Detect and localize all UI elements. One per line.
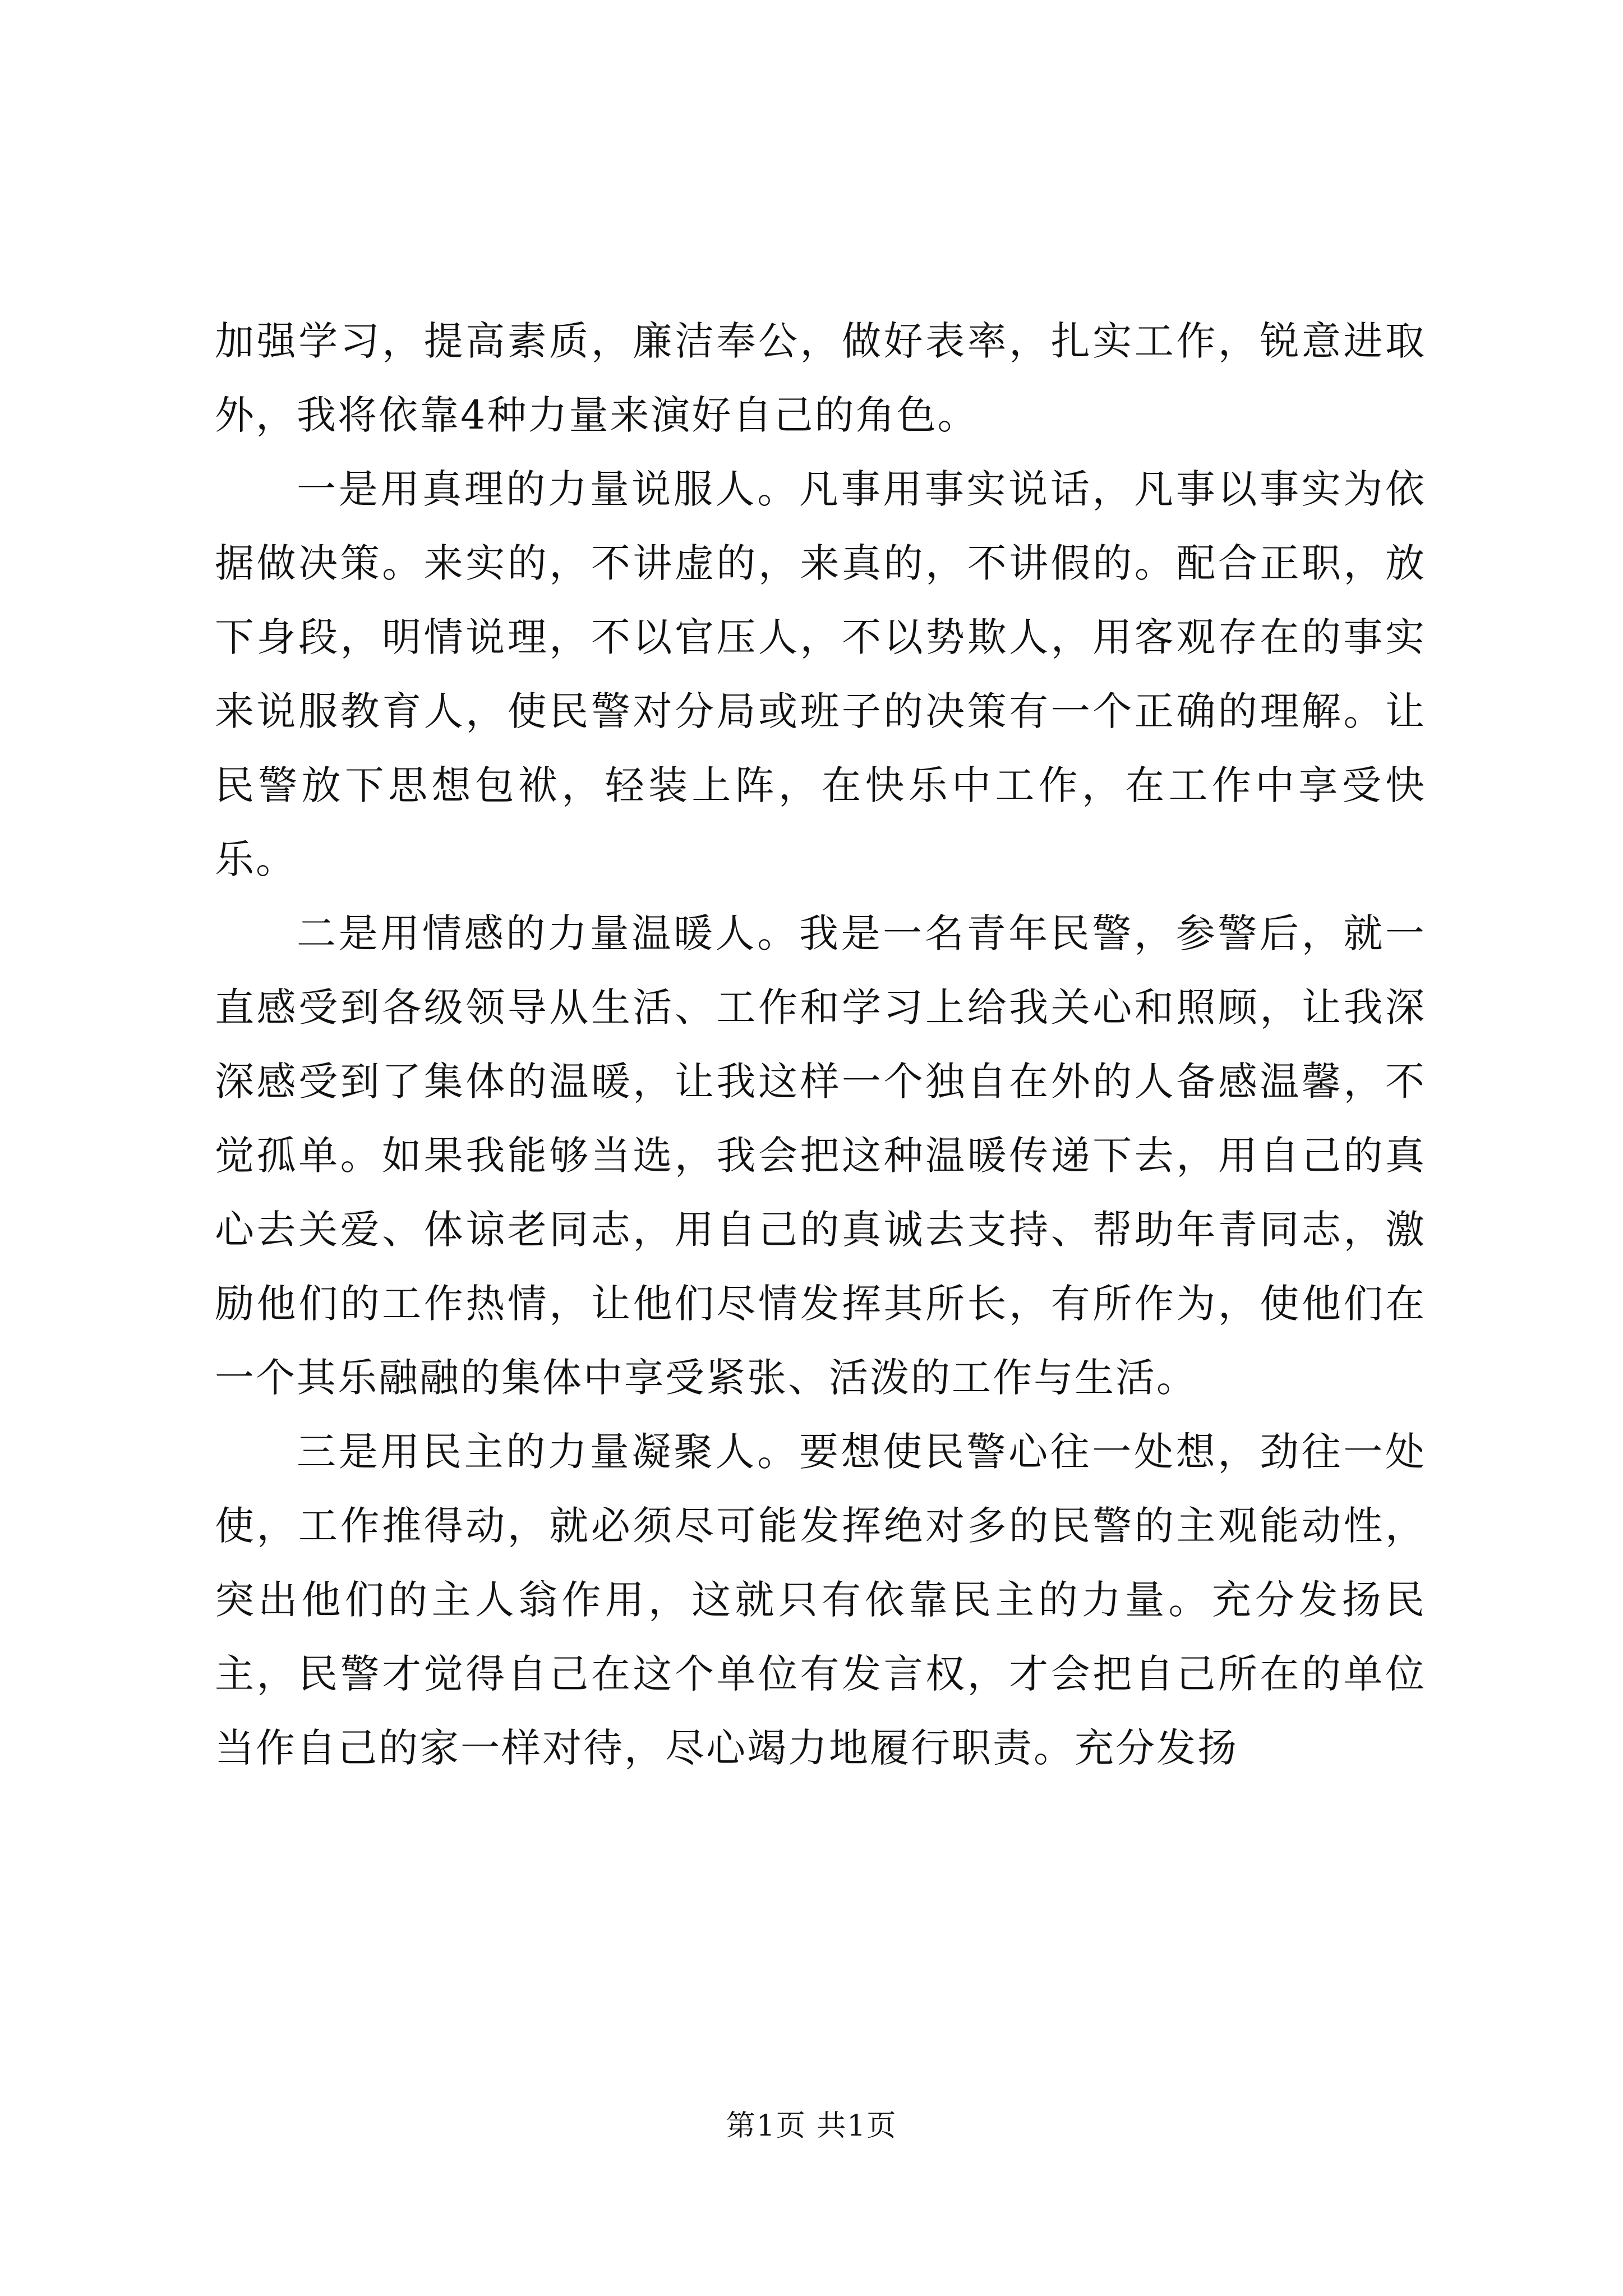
paragraph-democracy: 三是用民主的力量凝聚人。要想使民警心往一处想，劲往一处使，工作推得动，就必须尽可能发挥绝对多的民警的主观能动性，突出他们的主人翁作用，这就只有依靠民主的力量。充分发扬民主，民警才觉得自己在这个单位有发言权，才会把自己所在的单位当作自己的家一样对待，尽心竭力地履行职责。充分发扬: [215, 1429, 1426, 1771]
paragraph-emotion: 二是用情感的力量温暖人。我是一名青年民警，参警后，就一直感受到各级领导从生活、工作和学习上给我关心和照顾，让我深深感受到了集体的温暖，让我这样一个独自在外的人备感温馨，不觉孤单。如果我能够当选，我会把这种温暖传递下去，用自己的真心去关爱、体谅老同志，用自己的真诚去支持、帮助年青同志，激励他们的工作热情，让他们尽情发挥其所长，有所作为，使他们在一个其乐融融的集体中享受紧张、活泼的工作与生活。: [215, 910, 1426, 1401]
paragraph-continuation: 加强学习，提高素质，廉洁奉公，做好表率，扎实工作，锐意进取外，我将依靠4种力量来演好自己的角色。: [215, 318, 1426, 438]
page-footer: 第1页 共1页: [726, 2109, 897, 2143]
document-body: [215, 304, 1426, 1785]
paragraph-truth: 一是用真理的力量说服人。凡事用事实说话，凡事以事实为依据做决策。来实的，不讲虚的，来真的，不讲假的。配合正职，放下身段，明情说理，不以官压人，不以势欺人，用客观存在的事实来说服教育人，使民警对分局或班子的决策有一个正确的理解。让民警放下思想包袱，轻装上阵，在快乐中工作，在工作中享受快乐。: [215, 466, 1426, 882]
